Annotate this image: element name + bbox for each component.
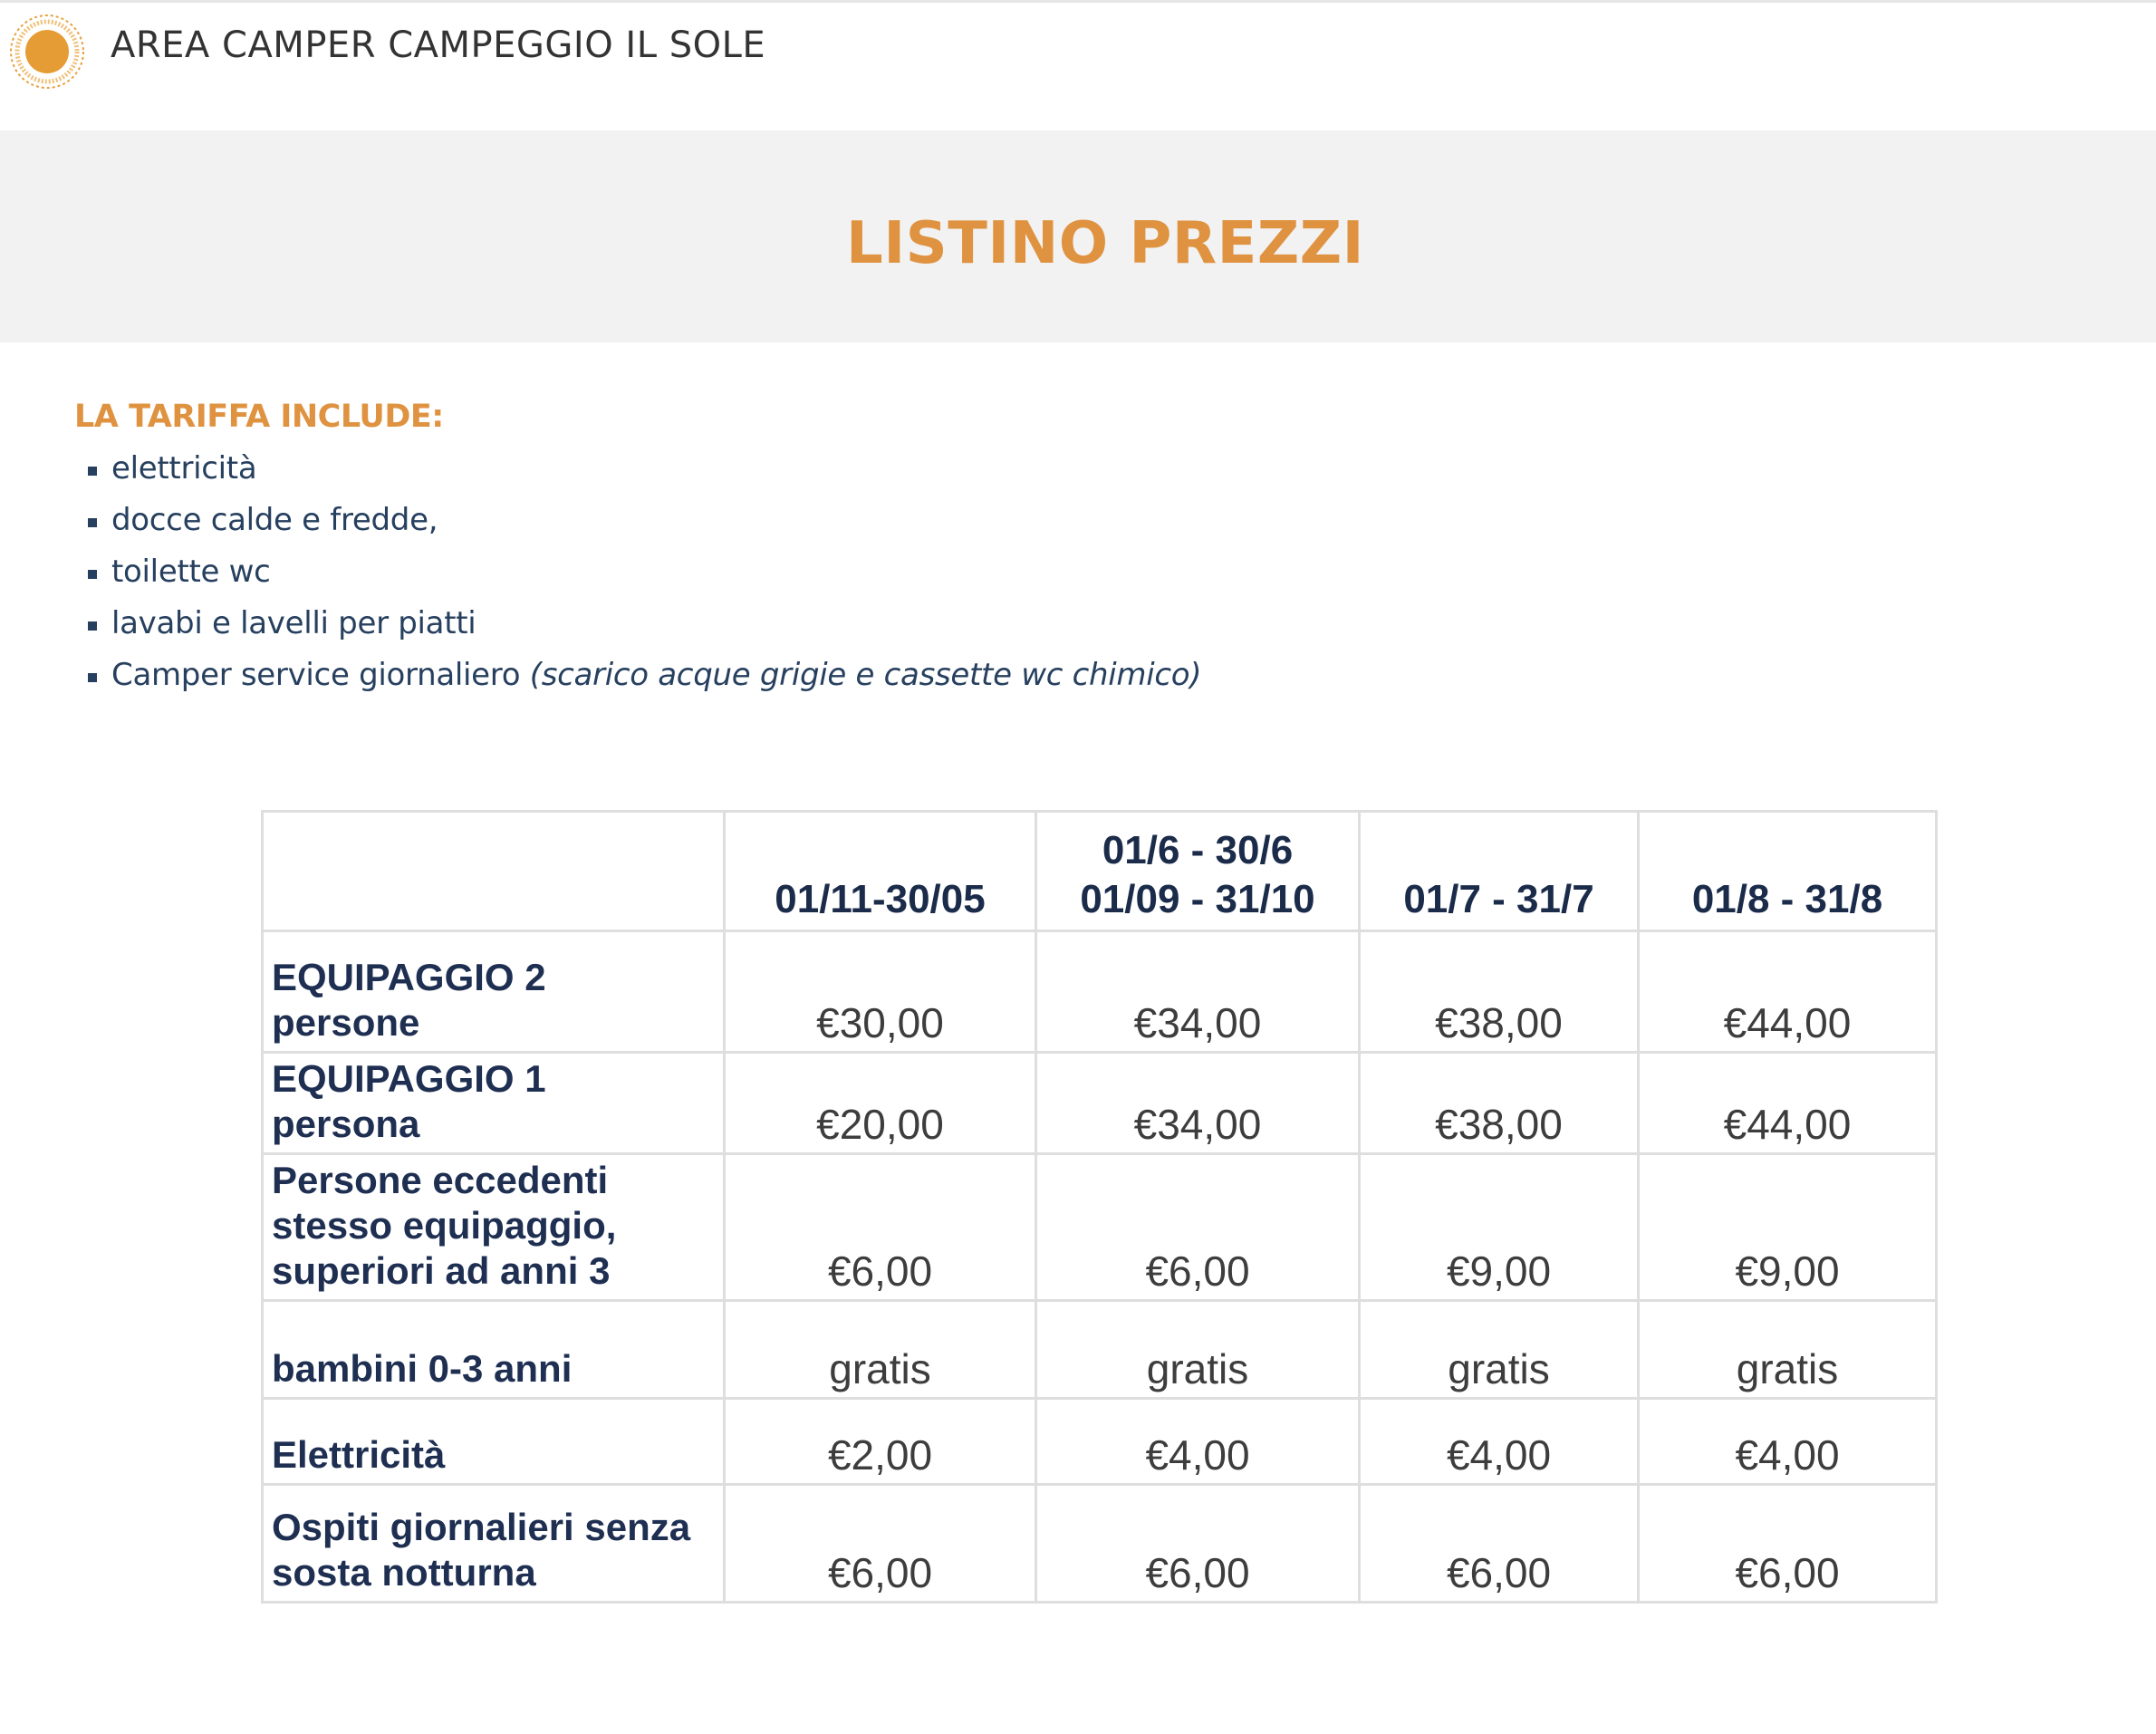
column-header-line: 01/6 - 30/6 — [1102, 828, 1294, 872]
row-label-line: stesso equipaggio, — [272, 1204, 617, 1247]
row-label — [263, 931, 725, 1053]
price-cell: €2,00 — [725, 1399, 1036, 1485]
price-cell: €34,00 — [1036, 931, 1360, 1053]
price-cell: €4,00 — [1036, 1399, 1360, 1485]
table-row — [263, 931, 1937, 1053]
price-cell: €9,00 — [1639, 1154, 1937, 1301]
column-header: 01/7 - 31/7 — [1360, 812, 1639, 931]
list-item-text: elettricità — [111, 450, 257, 486]
price-cell: €4,00 — [1360, 1399, 1639, 1485]
price-cell: €6,00 — [725, 1485, 1036, 1603]
table-header-row — [263, 812, 1937, 931]
price-cell: €6,00 — [1639, 1485, 1937, 1603]
row-label: bambini 0-3 anni — [263, 1301, 725, 1399]
price-cell: gratis — [1360, 1301, 1639, 1399]
price-cell: gratis — [1639, 1301, 1937, 1399]
includes-section — [74, 399, 1201, 704]
price-cell: €20,00 — [725, 1053, 1036, 1154]
table-row — [263, 1053, 1937, 1154]
bullet-icon — [88, 467, 97, 476]
row-label-line: Ospiti giornalieri senza — [272, 1506, 691, 1548]
page-title: LISTINO PREZZI — [846, 210, 1364, 277]
bullet-icon — [88, 570, 97, 579]
price-cell: €38,00 — [1360, 1053, 1639, 1154]
row-label-line: superiori ad anni 3 — [272, 1249, 611, 1292]
price-cell: gratis — [725, 1301, 1036, 1399]
column-header-line: 01/09 - 31/10 — [1080, 877, 1315, 921]
bullet-icon — [88, 518, 97, 527]
column-header-empty — [263, 812, 725, 931]
table-row — [263, 1399, 1937, 1485]
list-item — [74, 601, 1201, 652]
column-header: 01/8 - 31/8 — [1639, 812, 1937, 931]
price-cell: €6,00 — [725, 1154, 1036, 1301]
row-label — [263, 1485, 725, 1603]
row-label-line: EQUIPAGGIO 2 — [272, 956, 546, 998]
bullet-icon — [88, 673, 97, 682]
row-label — [263, 1053, 725, 1154]
price-cell: €38,00 — [1360, 931, 1639, 1053]
price-cell: €30,00 — [725, 931, 1036, 1053]
price-cell: €4,00 — [1639, 1399, 1937, 1485]
row-label — [263, 1154, 725, 1301]
price-table — [261, 810, 1938, 1604]
row-label-line: Persone eccedenti — [272, 1159, 609, 1201]
table-row — [263, 1154, 1937, 1301]
list-item — [74, 549, 1201, 601]
row-label-line: persone — [272, 1001, 420, 1044]
list-item-text: toilette wc — [111, 554, 271, 590]
sun-icon[interactable] — [9, 14, 85, 90]
bullet-icon — [88, 621, 97, 631]
table-row — [263, 1301, 1937, 1399]
price-cell: €44,00 — [1639, 1053, 1937, 1154]
list-item-text: docce calde e fredde, — [111, 502, 438, 538]
list-item — [74, 652, 1201, 704]
price-cell: €6,00 — [1036, 1154, 1360, 1301]
list-item-note: (scarico acque grigie e cassette wc chimico) — [529, 657, 1202, 693]
list-item-text: Camper service giornaliero — [111, 657, 521, 693]
row-label-line: sosta notturna — [272, 1551, 536, 1594]
price-cell: €9,00 — [1360, 1154, 1639, 1301]
list-item — [74, 446, 1201, 497]
price-cell: €6,00 — [1360, 1485, 1639, 1603]
price-cell: €34,00 — [1036, 1053, 1360, 1154]
table-row — [263, 1485, 1937, 1603]
row-label: Elettricità — [263, 1399, 725, 1485]
price-cell: €6,00 — [1036, 1485, 1360, 1603]
price-cell: €44,00 — [1639, 931, 1937, 1053]
includes-list — [74, 446, 1201, 704]
site-header — [0, 3, 2156, 130]
page-banner — [0, 130, 2156, 342]
includes-heading: LA TARIFFA INCLUDE: — [74, 399, 444, 435]
price-cell: gratis — [1036, 1301, 1360, 1399]
site-title[interactable]: AREA CAMPER CAMPEGGIO IL SOLE — [111, 24, 766, 66]
column-header — [1036, 812, 1360, 931]
row-label-line: persona — [272, 1103, 420, 1145]
list-item — [74, 497, 1201, 549]
list-item-text: lavabi e lavelli per piatti — [111, 605, 476, 641]
column-header: 01/11-30/05 — [725, 812, 1036, 931]
row-label-line: EQUIPAGGIO 1 — [272, 1057, 546, 1100]
